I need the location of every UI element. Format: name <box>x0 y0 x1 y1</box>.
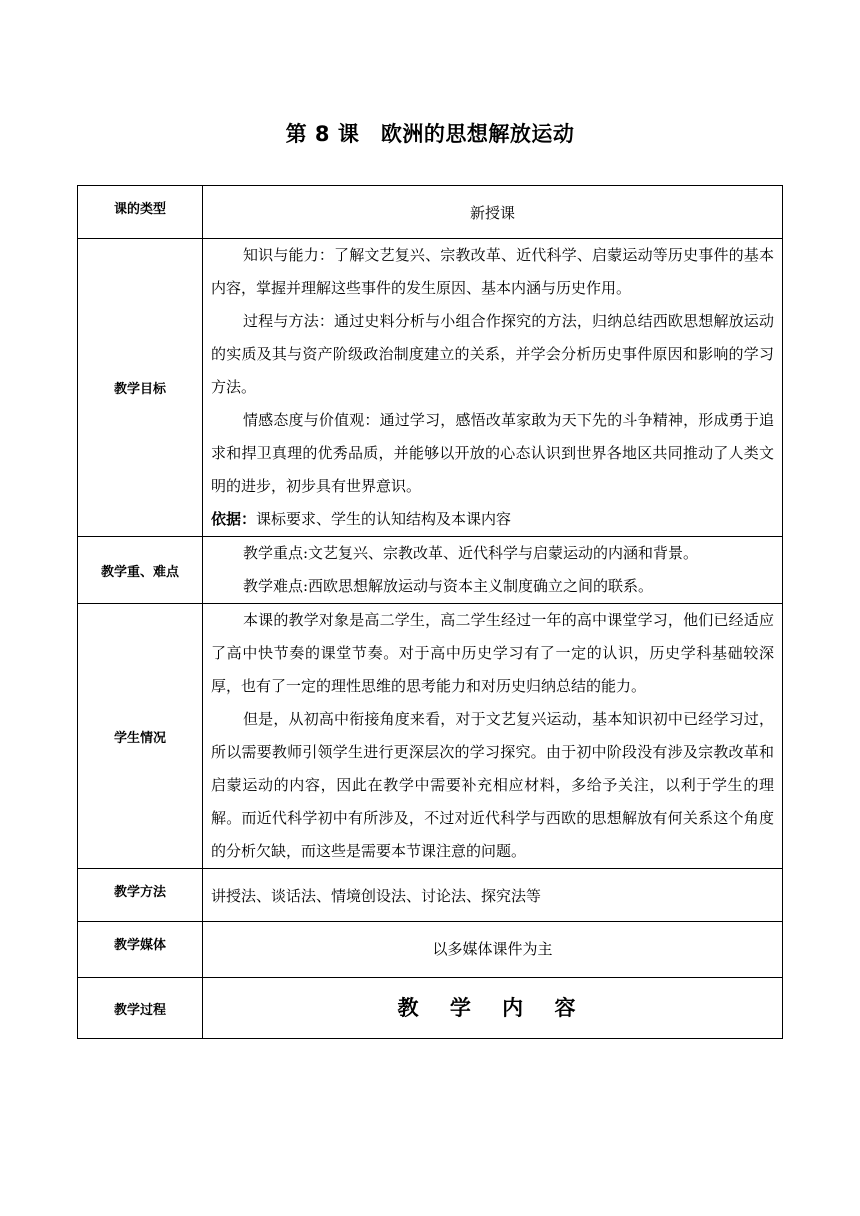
label-objectives: 教学目标 <box>78 239 203 537</box>
basis-text: 课标要求、学生的认知结构及本课内容 <box>256 510 512 528</box>
process-heading: 教 学 内 容 <box>397 995 588 1020</box>
row-key-points <box>78 537 783 604</box>
key-point-paragraph: 教学难点:西欧思想解放运动与资本主义制度确立之间的联系。 <box>243 577 654 595</box>
label-media: 教学媒体 <box>78 922 203 978</box>
row-students <box>78 604 783 869</box>
row-objectives <box>78 239 783 537</box>
objective-paragraph: 知识与能力：了解文艺复兴、宗教改革、近代科学、启蒙运动等历史事件的基本内容，掌握并理解这些事件的发生原因、基本内涵与历史作用。 <box>211 246 774 297</box>
row-methods <box>78 869 783 922</box>
basis-label: 依据： <box>211 510 257 528</box>
value-key-points <box>203 537 783 604</box>
methods-text: 讲授法、谈话法、情境创设法、讨论法、探究法等 <box>211 887 542 905</box>
label-lesson-type: 课的类型 <box>78 186 203 239</box>
label-students: 学生情况 <box>78 604 203 869</box>
value-students <box>203 604 783 869</box>
page-title: 第 8 课 欧洲的思想解放运动 <box>285 122 575 146</box>
lesson-type-text: 新授课 <box>469 204 515 222</box>
value-media <box>203 922 783 978</box>
objective-paragraph: 情感态度与价值观：通过学习，感悟改革家敢为天下先的斗争精神，形成勇于追求和捍卫真理的优秀品质，并能够以开放的心态认识到世界各地区共同推动了人类文明的进步，初步具有世界意识。 <box>211 411 774 495</box>
value-objectives <box>203 239 783 537</box>
student-paragraph: 但是，从初高中衔接角度来看，对于文艺复兴运动，基本知识初中已经学习过，所以需要教师引领学生进行更深层次的学习探究。由于初中阶段没有涉及宗教改革和启蒙运动的内容，因此在教学中需要补充相应材料，多给予关注，以利于学生的理解。而近代科学初中有所涉及，不过对近代科学与西欧的思想解放有何关系这个角度的分析欠缺，而这些是需要本节课注意的问题。 <box>211 710 774 860</box>
lesson-plan-table <box>77 185 783 1039</box>
label-methods: 教学方法 <box>78 869 203 922</box>
basis-line <box>203 503 782 536</box>
value-process <box>203 978 783 1039</box>
key-point-paragraph: 教学重点:文艺复兴、宗教改革、近代科学与启蒙运动的内涵和背景。 <box>243 544 699 562</box>
student-paragraph: 本课的教学对象是高二学生，高二学生经过一年的高中课堂学习，他们已经适应了高中快节奏的课堂节奏。对于高中历史学习有了一定的认识，历史学科基础较深厚，也有了一定的理性思维的思考能力和对历史归纳总结的能力。 <box>211 611 774 695</box>
row-media <box>78 922 783 978</box>
label-key-points: 教学重、难点 <box>78 537 203 604</box>
value-lesson-type <box>203 186 783 239</box>
row-lesson-type <box>78 186 783 239</box>
row-process <box>78 978 783 1039</box>
media-text: 以多媒体课件为主 <box>432 940 553 958</box>
value-methods <box>203 869 783 922</box>
objective-paragraph: 过程与方法：通过史料分析与小组合作探究的方法，归纳总结西欧思想解放运动的实质及其与资产阶级政治制度建立的关系，并学会分析历史事件原因和影响的学习方法。 <box>211 312 774 396</box>
label-process: 教学过程 <box>78 978 203 1039</box>
